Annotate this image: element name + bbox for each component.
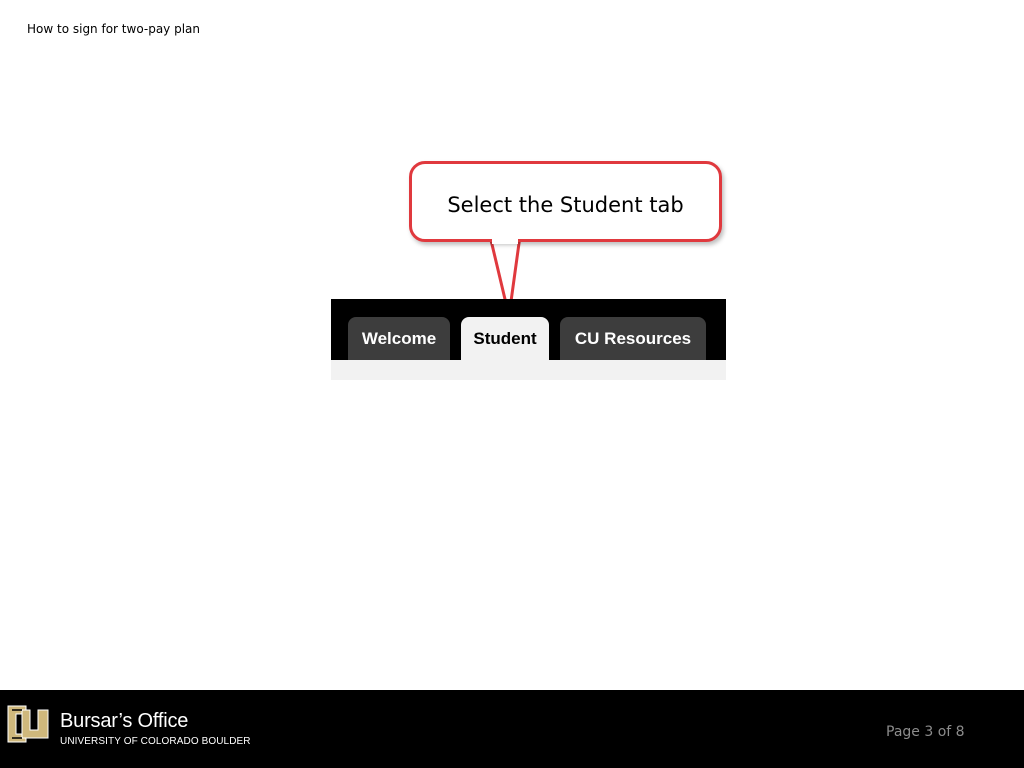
brand-subtitle: UNIVERSITY OF COLORADO BOULDER (60, 736, 251, 747)
footer (0, 690, 1024, 768)
tab-welcome[interactable]: Welcome (348, 317, 450, 360)
tab-student[interactable]: Student (461, 317, 549, 360)
tab-strip-underbar (331, 360, 726, 380)
callout-text: Select the Student tab (447, 193, 684, 217)
instruction-callout (409, 161, 722, 242)
brand-name: Bursar’s Office (60, 710, 189, 732)
document-title: How to sign for two-pay plan (27, 22, 201, 36)
tab-cu-resources[interactable]: CU Resources (560, 317, 706, 360)
cu-logo-icon (4, 700, 52, 748)
page-number: Page 3 of 8 (886, 724, 965, 740)
callout-seam (492, 238, 518, 244)
tab-strip (331, 299, 726, 380)
